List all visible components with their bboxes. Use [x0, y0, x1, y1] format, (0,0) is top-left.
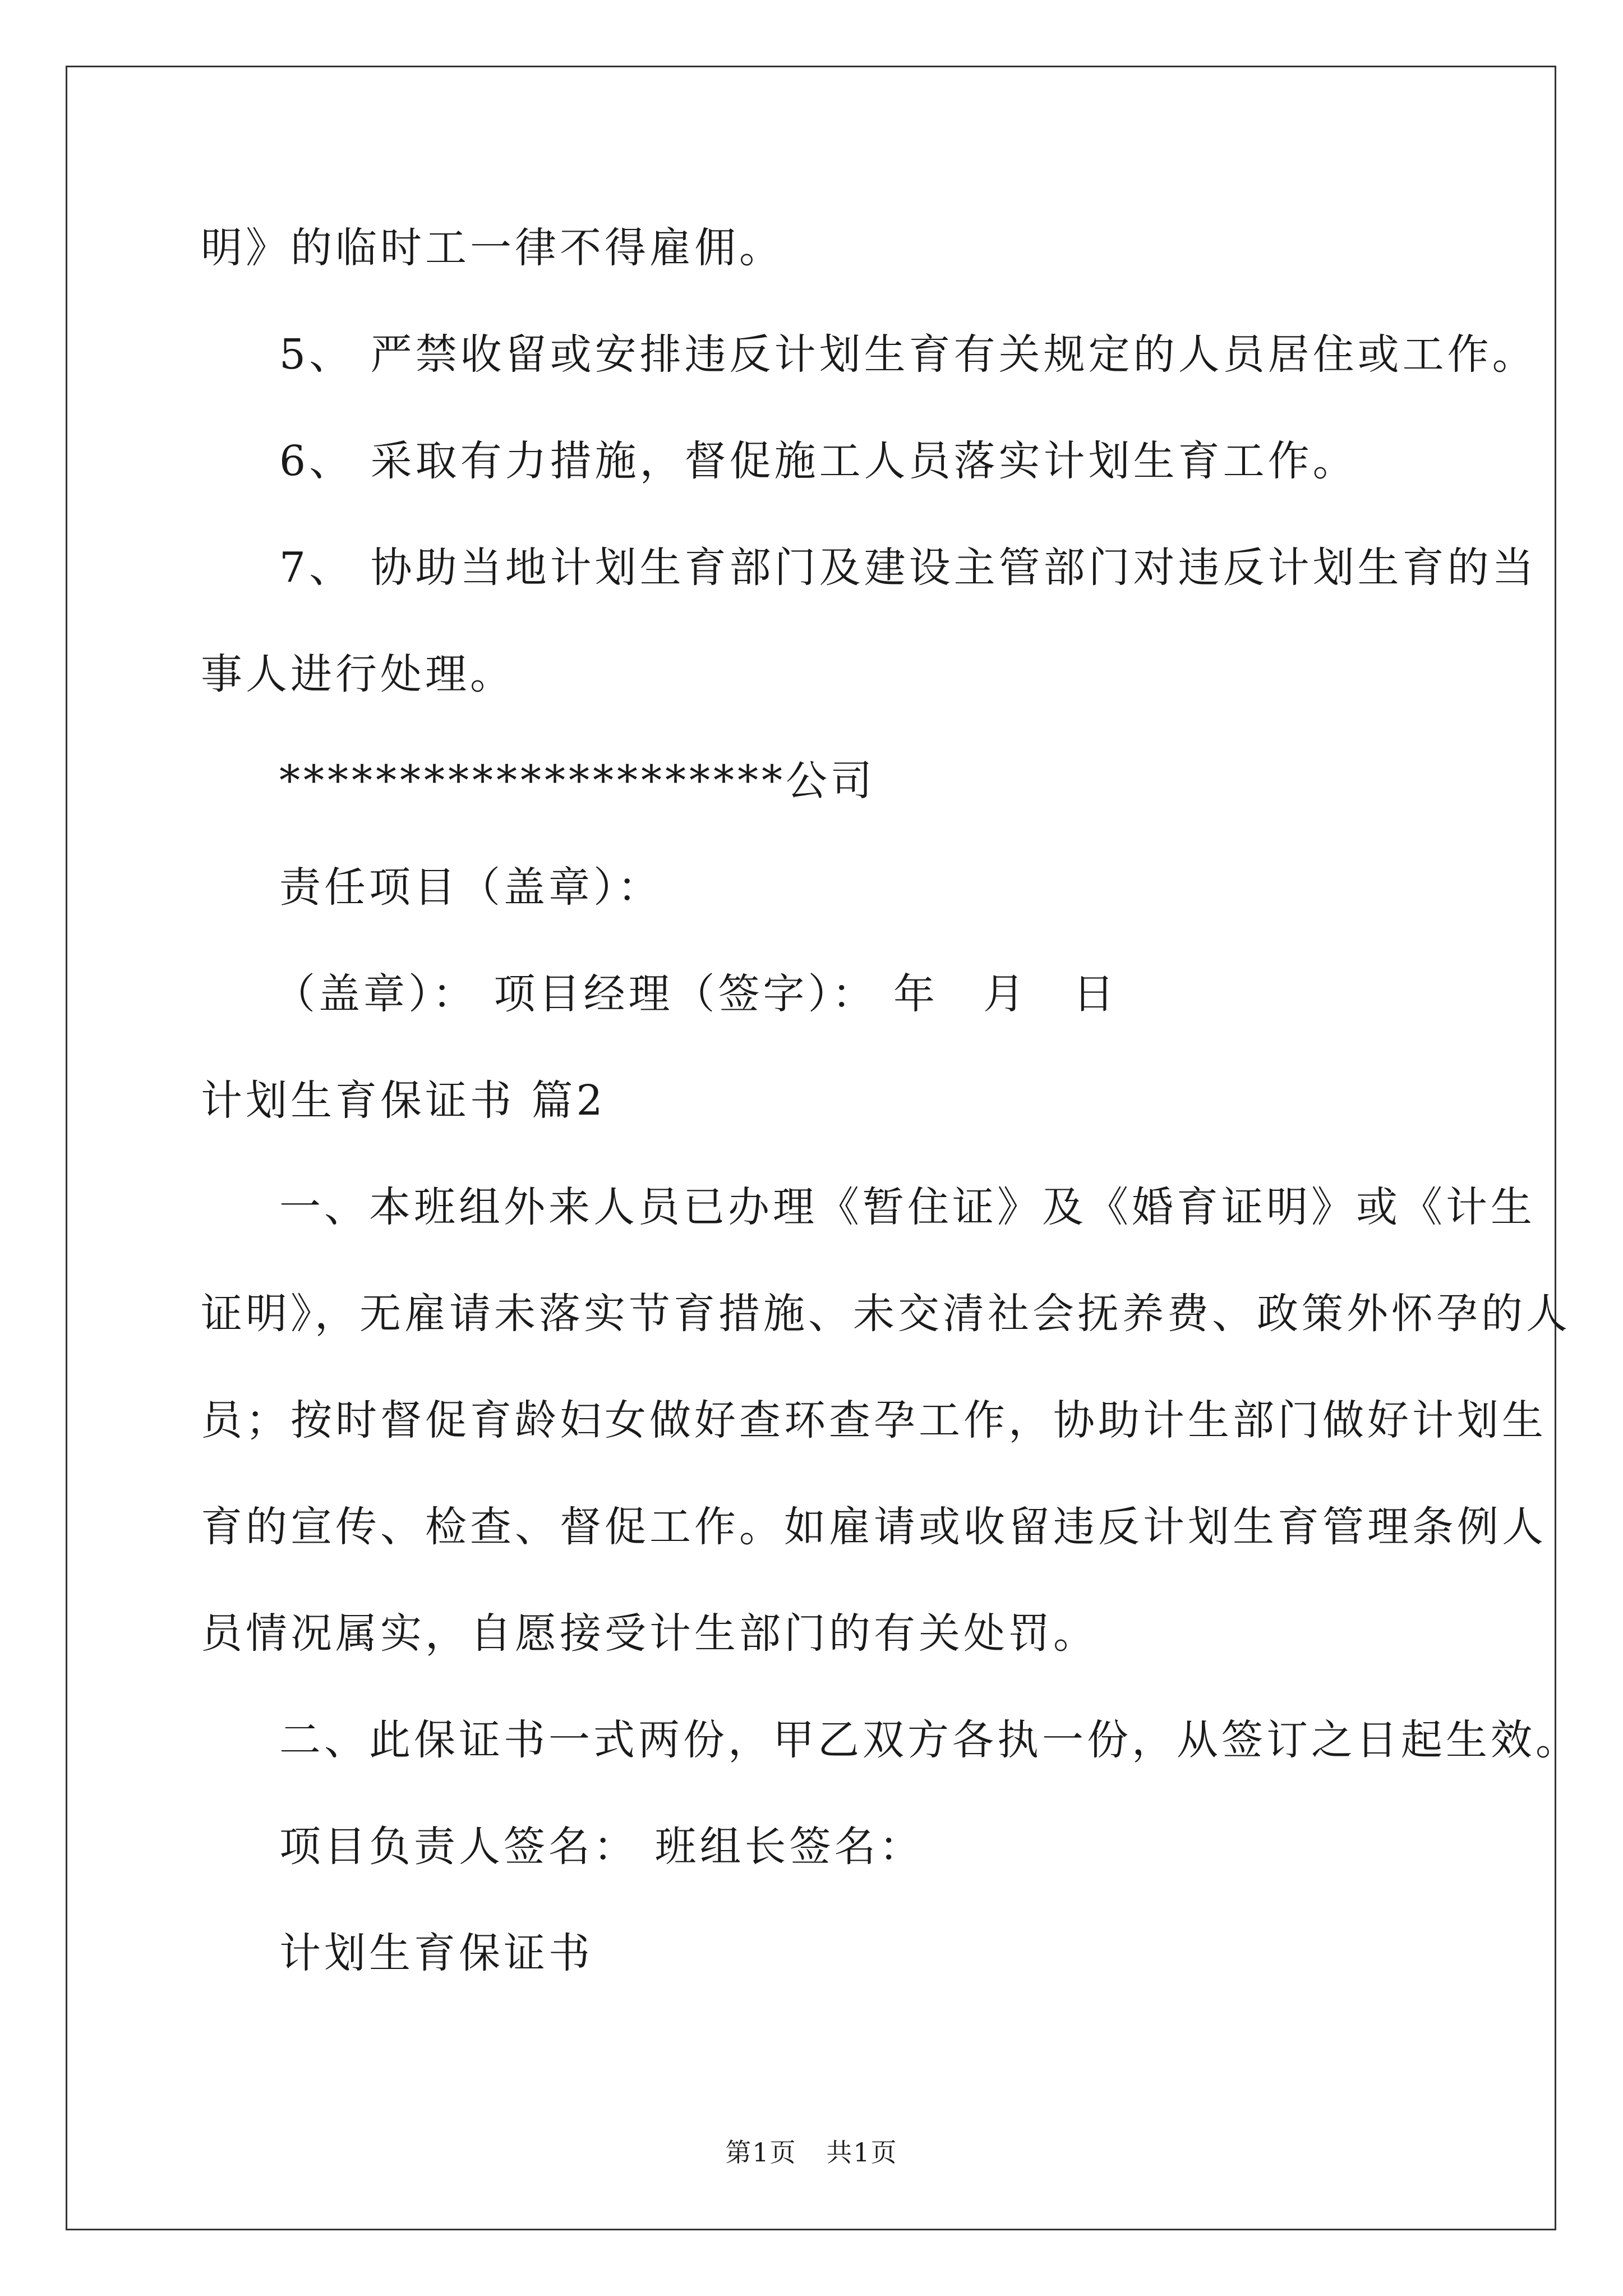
signature-date-line: （盖章）： 项目经理（签字）： 年 月 日 [274, 970, 1118, 1018]
text-line-14: 员情况属实，自愿接受计生部门的有关处罚。 [201, 1609, 1098, 1658]
page-total: 共1页 [826, 2137, 898, 2168]
responsible-project-line: 责任项目（盖章）： [279, 863, 662, 912]
signature-names-line: 项目负责人签名： 班组长签名： [279, 1823, 924, 1871]
text-line-13: 育的宣传、检查、督促工作。如雇请或收留违反计划生育管理条例人 [201, 1503, 1547, 1551]
document-body [201, 0, 1580, 2296]
text-line-12: 员；按时督促育龄妇女做好查环查孕工作，协助计生部门做好计划生 [201, 1396, 1547, 1444]
text-line-11: 证明》，无雇请未落实节育措施、未交清社会抚养费、政策外怀孕的人 [201, 1290, 1571, 1338]
text-line-1: 明》的临时工一律不得雇佣。 [201, 224, 784, 272]
text-line-5: 事人进行处理。 [201, 650, 515, 698]
text-line-3: 6、 采取有力措施，督促施工人员落实计划生育工作。 [279, 437, 1358, 485]
closing-title-line: 计划生育保证书 [279, 1929, 593, 1977]
text-line-4: 7、 协助当地计划生育部门及建设主管部门对违反计划生育的当 [279, 544, 1537, 592]
text-line-10: 一、本班组外来人员已办理《暂住证》及《婚育证明》或《计生 [279, 1183, 1536, 1231]
company-line: *********************公司 [279, 757, 875, 805]
text-line-15: 二、此保证书一式两份，甲乙双方各执一份，从签订之日起生效。 [279, 1716, 1580, 1764]
section-heading: 计划生育保证书 篇2 [201, 1076, 606, 1125]
page-number: 第1页 [725, 2137, 797, 2168]
text-line-2: 5、 严禁收留或安排违反计划生育有关规定的人员居住或工作。 [279, 330, 1537, 379]
page-footer [0, 2132, 1623, 2169]
